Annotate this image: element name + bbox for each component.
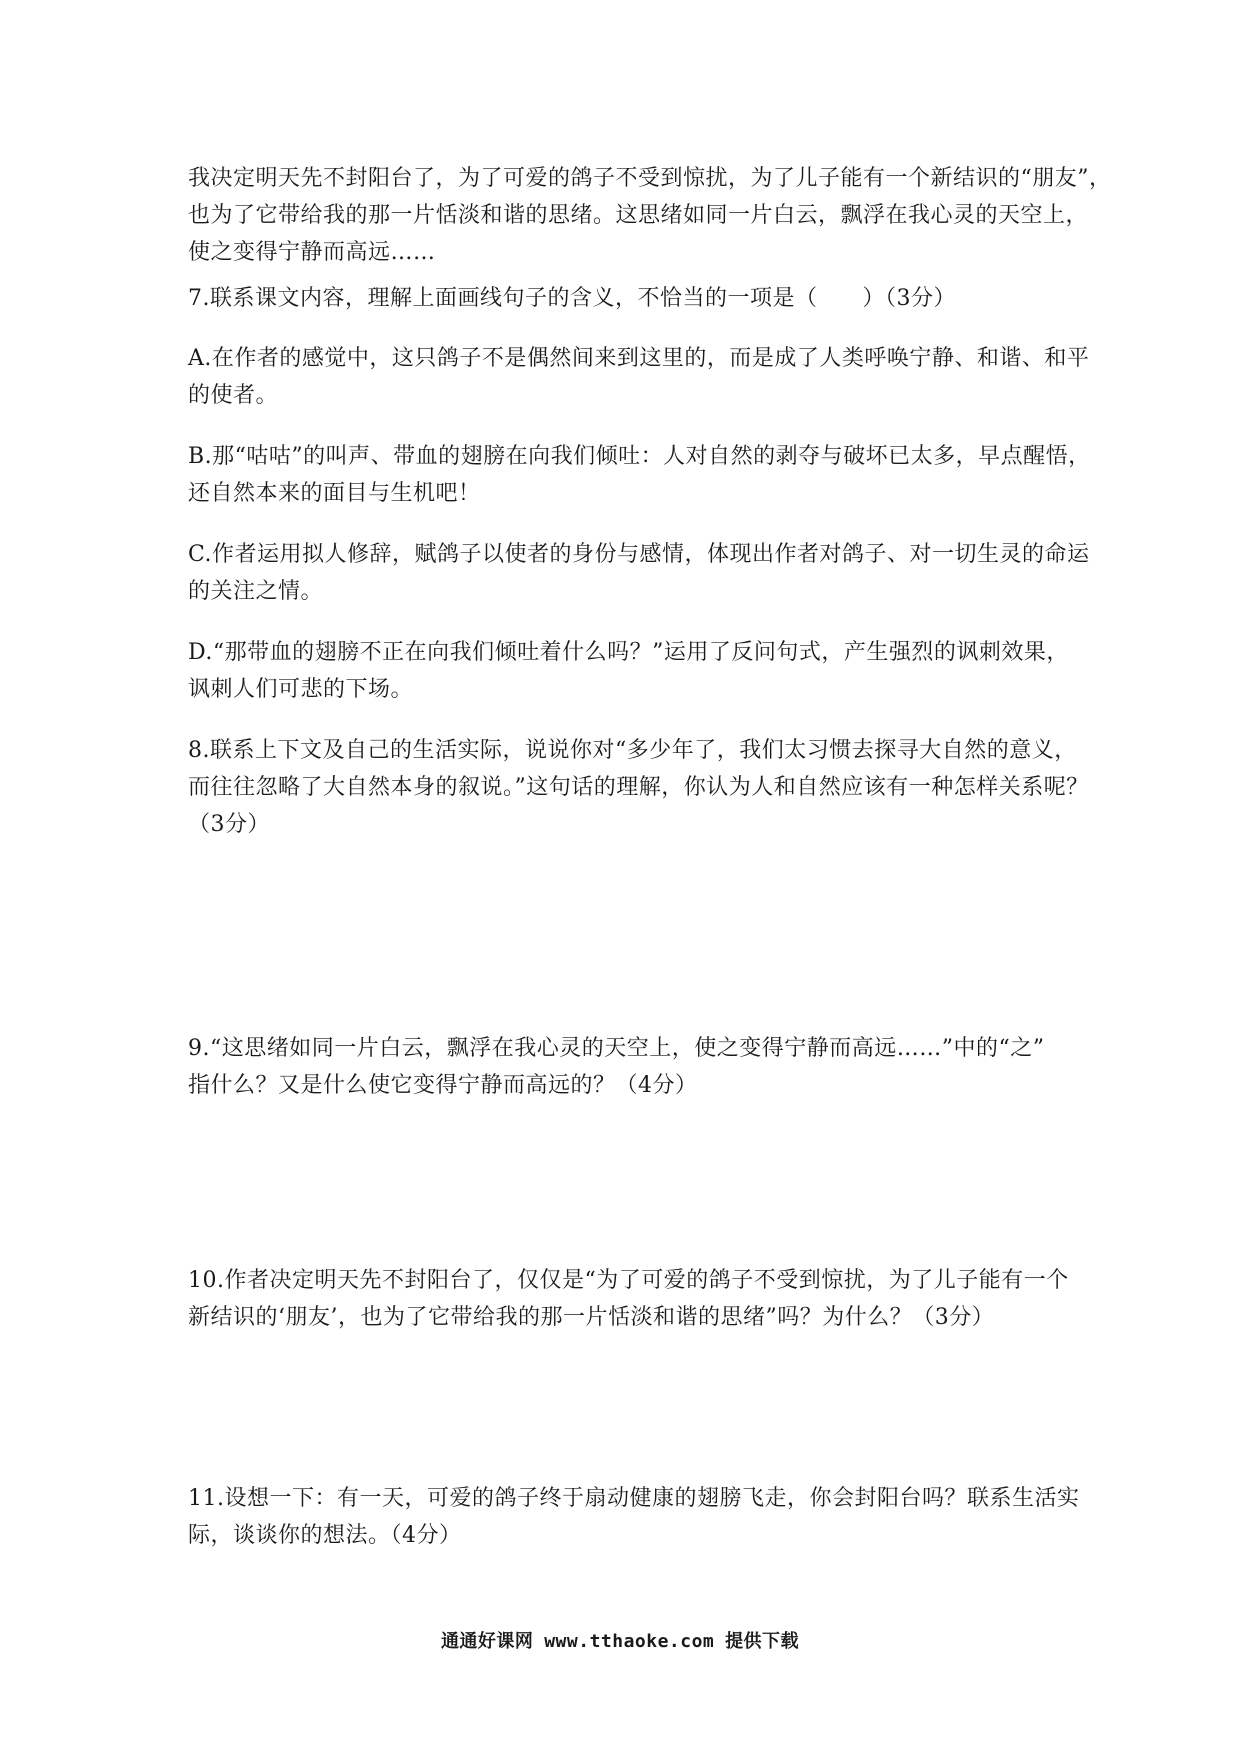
footer-suffix: 提供下载 (725, 1631, 800, 1652)
question-text: 而往往忽略了大自然本身的叙说。”这句话的理解，你认为人和自然应该有一种怎样关系呢？ (188, 775, 1089, 800)
question-text: 指什么？又是什么使它变得宁静而高远的？（4分） (188, 1073, 698, 1098)
passage-line: 我决定明天先不封阳台了，为了可爱的鸽子不受到惊扰，为了儿子能有一个新结识的“朋友”， (188, 166, 1112, 191)
question-10 (188, 1262, 1069, 1336)
question-text: 8.联系上下文及自己的生活实际，说说你对“多少年了，我们太习惯去探寻大自然的意义， (188, 738, 1077, 763)
passage-line: 使之变得宁静而高远…… (188, 240, 436, 265)
option-line: B.那“咕咕”的叫声、带血的翅膀在向我们倾吐：人对自然的剥夺与破坏已太多，早点醒悟， (188, 444, 1091, 469)
option-line: 还自然本来的面目与生机吧！ (188, 481, 481, 506)
question-7-option-d (188, 634, 1069, 708)
footer-site-name: 通通好课网 (440, 1631, 534, 1652)
question-9 (188, 1030, 1058, 1104)
question-7-option-c (188, 536, 1090, 610)
question-text: 10.作者决定明天先不封阳台了，仅仅是“为了可爱的鸽子不受到惊扰，为了儿子能有一个 (188, 1268, 1069, 1293)
question-text: 11.设想一下：有一天，可爱的鸽子终于扇动健康的翅膀飞走，你会封阳台吗？联系生活实 (188, 1486, 1080, 1511)
question-7-stem (188, 280, 1058, 317)
option-line: 讽刺人们可悲的下场。 (188, 677, 414, 702)
question-text: 7.联系课文内容，理解上面画线句子的含义，不恰当的一项是（ ）（3分） (188, 286, 956, 311)
question-8 (188, 732, 1089, 843)
question-7-option-b (188, 438, 1091, 512)
option-line: A.在作者的感觉中，这只鸽子不是偶然间来到这里的，而是成了人类呼唤宁静、和谐、和平 (188, 346, 1090, 371)
question-text: （3分） (188, 812, 270, 837)
option-line: 的使者。 (188, 383, 279, 408)
question-text: 际，谈谈你的想法。（4分） (188, 1523, 462, 1548)
passage-line: 也为了它带给我的那一片恬淡和谐的思绪。这思绪如同一片白云，飘浮在我心灵的天空上， (188, 203, 1089, 228)
footer-url: www.tthaoke.com (544, 1631, 715, 1652)
question-text: 新结识的‘朋友’，也为了它带给我的那一片恬淡和谐的思绪”吗？为什么？（3分） (188, 1305, 995, 1330)
passage-excerpt (188, 160, 1112, 271)
option-line: D.“那带血的翅膀不正在向我们倾吐着什么吗？”运用了反问句式，产生强烈的讽刺效果， (188, 640, 1069, 665)
question-11 (188, 1480, 1080, 1554)
question-7-option-a (188, 340, 1090, 414)
page-footer (0, 1627, 1240, 1653)
option-line: 的关注之情。 (188, 579, 324, 604)
question-text: 9.“这思绪如同一片白云，飘浮在我心灵的天空上，使之变得宁静而高远……”中的“之” (188, 1036, 1045, 1061)
option-line: C.作者运用拟人修辞，赋鸽子以使者的身份与感情，体现出作者对鸽子、对一切生灵的命运 (188, 542, 1090, 567)
